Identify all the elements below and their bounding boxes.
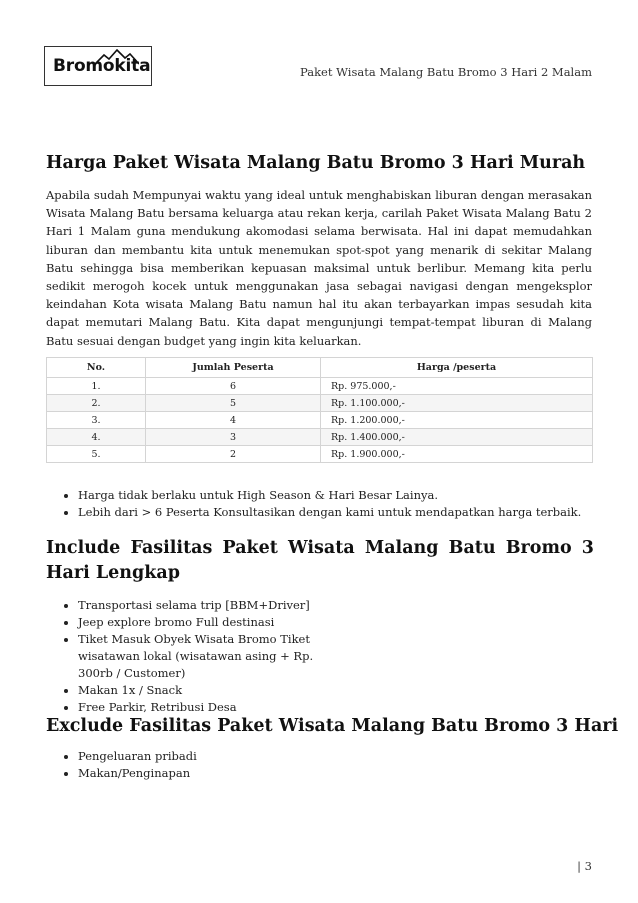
page-number: | 3 [577, 859, 592, 873]
table-row [47, 429, 593, 446]
price-notes-list [62, 487, 581, 521]
column-header-no: No. [47, 358, 146, 378]
table-row [47, 412, 593, 429]
column-header-harga: Harga /peserta [321, 358, 593, 378]
price-table [46, 357, 593, 463]
cell-harga: Rp. 1.100.000,- [321, 395, 593, 412]
cell-jumlah: 4 [146, 412, 321, 429]
list-item: • Makan/Penginapan [78, 765, 197, 782]
cell-jumlah: 3 [146, 429, 321, 446]
list-item: • Jeep explore bromo Full destinasi [78, 614, 338, 631]
cell-jumlah: 2 [146, 446, 321, 463]
list-item: • Free Parkir, Retribusi Desa [78, 699, 338, 716]
section-heading-include: Include Fasilitas Paket Wisata Malang Batu Bromo 3 Hari Lengkap [46, 538, 594, 583]
cell-no: 1. [47, 378, 146, 395]
bromokita-logo [44, 46, 152, 86]
table-row [47, 378, 593, 395]
section-heading-exclude: Exclude Fasilitas Paket Wisata Malang Batu Bromo 3 Hari [46, 716, 619, 736]
table-row [47, 446, 593, 463]
cell-no: 4. [47, 429, 146, 446]
list-item: • Harga tidak berlaku untuk High Season & Hari Besar Lainya. [78, 487, 581, 504]
intro-paragraph: Apabila sudah Mempunyai waktu yang ideal untuk menghabiskan liburan dengan merasakan Wisata Malang Batu bersama keluarga atau rekan kerja, carilah Paket Wisata Malang Batu 2 Hari 1 Malam guna mendukung akomodasi selama berwisata. Hal ini dapat memudahkan liburan dan membantu kita untuk menemukan spot-spot yang menarik di sekitar Malang Batu sehingga bisa memberikan kepuasan maksimal untuk berlibur. Memang kita perlu sedikit merogoh kocek untuk menggunakan jasa sebagai navigasi dengan mengeksplor keindahan Kota wisata Malang Batu namun hal itu akan terbayarkan impas sesudah kita dapat memutari Malang Batu. Kita dapat mengunjungi tempat-tempat liburan di Malang Batu sesuai dengan budget yang ingin kita keluarkan. [46, 188, 592, 348]
list-item: • Pengeluaran pribadi [78, 748, 197, 765]
list-item: • Transportasi selama trip [BBM+Driver] [78, 597, 338, 614]
list-item: • Lebih dari > 6 Peserta Konsultasikan dengan kami untuk mendapatkan harga terbaik. [78, 504, 581, 521]
section-heading-harga: Harga Paket Wisata Malang Batu Bromo 3 Hari Murah [46, 153, 586, 173]
logo-text: Bromokita [53, 56, 151, 76]
table-row [47, 395, 593, 412]
running-header-title: Paket Wisata Malang Batu Bromo 3 Hari 2 Malam [300, 65, 592, 79]
cell-harga: Rp. 975.000,- [321, 378, 593, 395]
column-header-jumlah-peserta: Jumlah Peserta [146, 358, 321, 378]
cell-harga: Rp. 1.900.000,- [321, 446, 593, 463]
cell-harga: Rp. 1.400.000,- [321, 429, 593, 446]
include-list [62, 597, 338, 716]
cell-jumlah: 5 [146, 395, 321, 412]
cell-no: 2. [47, 395, 146, 412]
cell-no: 3. [47, 412, 146, 429]
table-header-row [47, 358, 593, 378]
list-item: • Tiket Masuk Obyek Wisata Bromo Tiket wisatawan lokal (wisatawan asing + Rp. 300rb / Customer) [78, 631, 338, 682]
cell-jumlah: 6 [146, 378, 321, 395]
cell-no: 5. [47, 446, 146, 463]
list-item: • Makan 1x / Snack [78, 682, 338, 699]
exclude-list [62, 748, 197, 782]
cell-harga: Rp. 1.200.000,- [321, 412, 593, 429]
